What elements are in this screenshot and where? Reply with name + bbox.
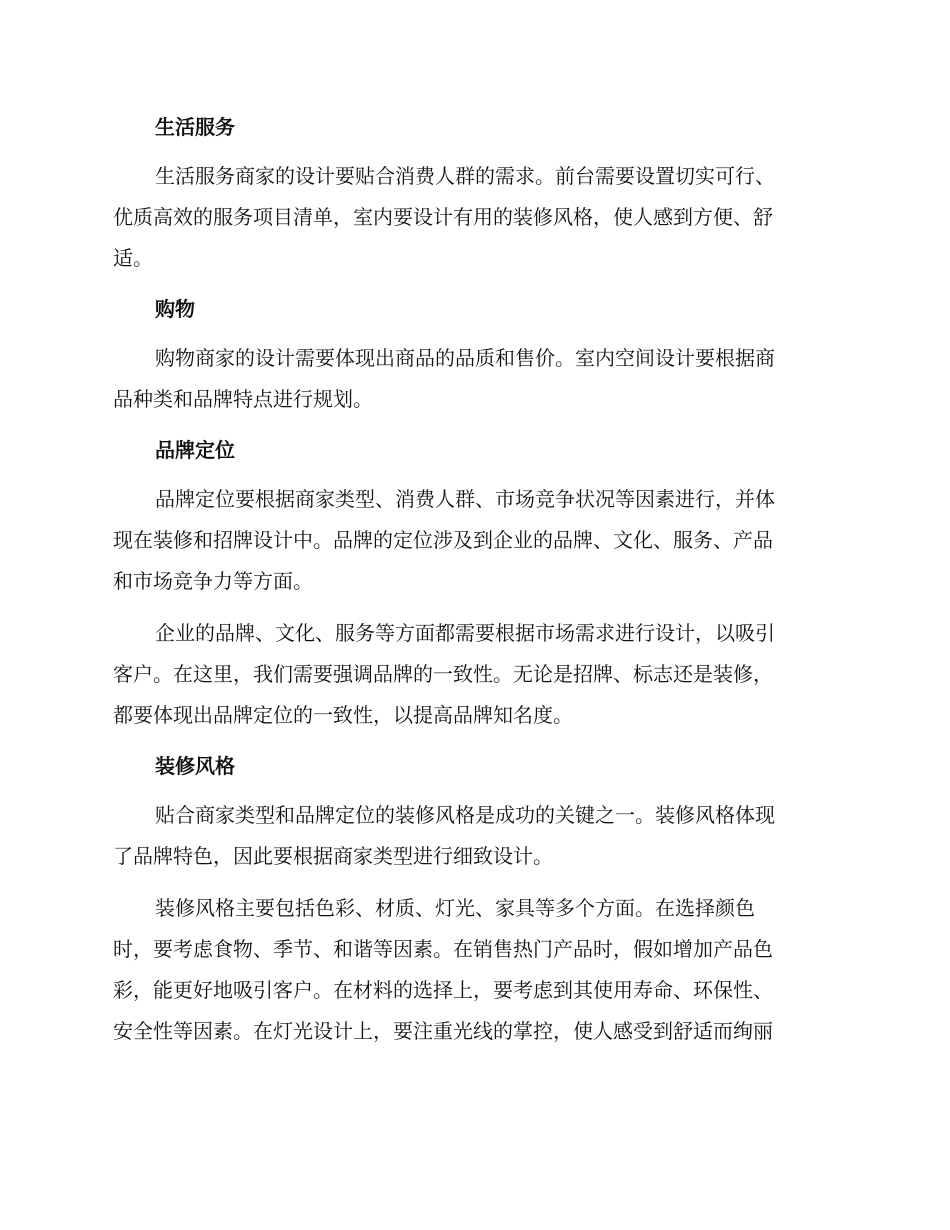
section-heading: 生活服务 xyxy=(155,115,235,139)
section-life-services xyxy=(113,108,831,279)
section-decoration-style xyxy=(113,747,831,1052)
section-brand-positioning xyxy=(113,431,831,736)
section-heading: 购物 xyxy=(155,297,195,321)
paragraph: 企业的品牌、文化、服务等方面都需要根据市场需求进行设计，以吸引 客户。在这里，我们需要强调品牌的一致性。无论是招牌、标志还是装修， 都要体现出品牌定位的一致性，以提高品牌知名度。 xyxy=(113,621,775,727)
section-shopping xyxy=(113,290,831,420)
paragraph: 贴合商家类型和品牌定位的装修风格是成功的关键之一。装修风格体现 了品牌特色，因此要根据商家类型进行细致设计。 xyxy=(113,803,775,868)
paragraph: 生活服务商家的设计要贴合消费人群的需求。前台需要设置切实可行、 优质高效的服务项目清单，室内要设计有用的装修风格，使人感到方便、舒 适。 xyxy=(113,164,775,270)
paragraph: 购物商家的设计需要体现出商品的品质和售价。室内空间设计要根据商 品种类和品牌特点进行规划。 xyxy=(113,346,775,411)
section-heading: 品牌定位 xyxy=(155,438,235,462)
paragraph: 品牌定位要根据商家类型、消费人群、市场竞争状况等因素进行，并体 现在装修和招牌设计中。品牌的定位涉及到企业的品牌、文化、服务、产品 和市场竞争力等方面。 xyxy=(113,487,775,593)
section-heading: 装修风格 xyxy=(155,754,235,778)
paragraph: 装修风格主要包括色彩、材质、灯光、家具等多个方面。在选择颜色 时，要考虑食物、季节、和谐等因素。在销售热门产品时，假如增加产品色 彩，能更好地吸引客户。在材料的选择上，要考虑到其使用寿命、环保性、 安全性等因素。在灯光设计上，要注重光线的掌控，使人感受到舒适而绚丽 xyxy=(113,896,773,1043)
document-page xyxy=(113,108,831,1063)
